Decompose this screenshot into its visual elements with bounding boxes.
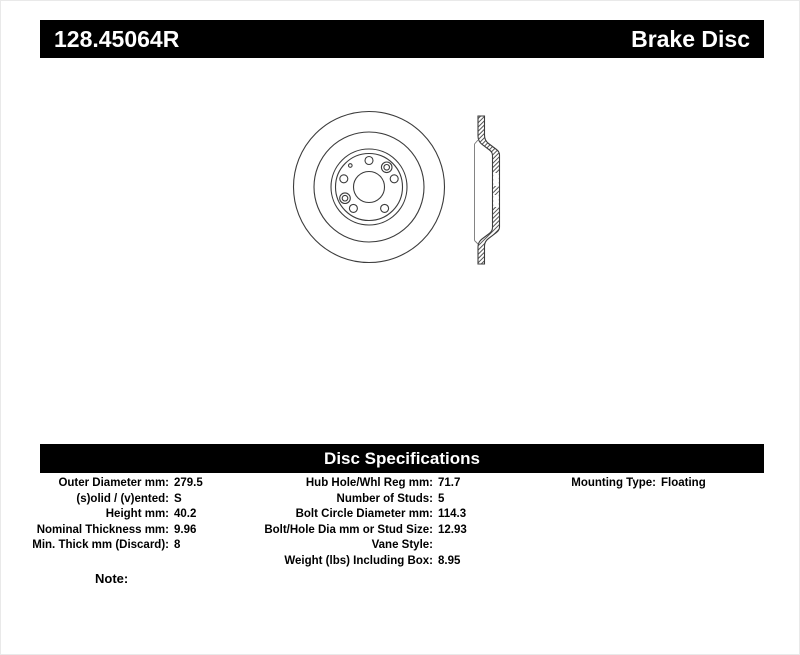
spec-label: (s)olid / (v)ented: [76,492,169,505]
spec-row-hub-hole [263,476,467,492]
stud-hole [349,204,357,212]
inboard-face-connector [475,241,479,245]
stud-hole [365,157,373,165]
spec-column-left [24,476,203,554]
spec-value: S [174,492,182,505]
hat-inner-circle [336,154,403,221]
spec-value: 8 [174,539,181,552]
spec-value: 71.7 [438,477,461,489]
alignment-hole [349,164,353,168]
spec-row-mounting-type [556,476,706,492]
spec-label: Weight (lbs) Including Box: [284,554,433,567]
cross-section-wall-tick [493,186,499,195]
screw-hole-countersunk [340,193,351,204]
spec-label: Bolt/Hole Dia mm or Stud Size: [264,523,433,536]
spec-row-outer-diameter [24,476,203,492]
spec-row-number-of-studs [263,492,467,508]
spec-row-bolt-hole-dia [263,523,467,539]
spec-value: 279.5 [174,477,203,489]
spec-value: 114.3 [438,508,467,521]
spec-label: Nominal Thickness mm: [36,523,169,536]
note-label: Note: [95,571,129,586]
spec-value: 9.96 [174,523,197,536]
spec-row-bolt-circle-diameter [263,507,467,523]
brake-disc-cross-section [475,116,500,264]
part-number: 128.45064R [54,25,180,52]
hub-center-hole [354,172,385,203]
spec-row-weight [263,554,467,570]
brake-disc-front-view [294,112,445,263]
spec-label: Number of Studs: [336,492,433,505]
product-type-title: Brake Disc [631,25,750,52]
spec-label: Mounting Type: [571,477,656,489]
spec-label: Vane Style: [371,539,433,552]
spec-value: 12.93 [438,523,467,536]
spec-value: Floating [661,477,706,489]
spec-column-right [556,476,706,492]
section-title: Disc Specifications [324,448,480,468]
technical-drawing [1,1,800,441]
spec-value: 8.95 [438,554,461,567]
spec-label: Bolt Circle Diameter mm: [295,508,433,521]
spec-label: Min. Thick mm (Discard): [32,539,169,552]
inboard-face-connector [475,140,479,144]
spec-label: Hub Hole/Whl Reg mm: [305,477,433,489]
section-title-bar [40,444,764,473]
spec-value: 40.2 [174,508,197,521]
spec-row-vane-style [263,538,467,554]
stud-hole [340,175,348,183]
screw-hole-countersunk [381,162,392,173]
spec-label: Outer Diameter mm: [58,477,169,489]
spec-label: Height mm: [105,508,169,521]
stud-hole [390,175,398,183]
spec-row-min-thickness [24,538,203,554]
hat-outer-circle [331,149,407,225]
spec-column-middle [263,476,467,570]
stud-hole [381,204,389,212]
spec-row-height [24,507,203,523]
spec-row-solid-vented [24,492,203,508]
spec-value: 5 [438,492,445,505]
outer-diameter-circle [294,112,445,263]
spec-row-nominal-thickness [24,523,203,539]
